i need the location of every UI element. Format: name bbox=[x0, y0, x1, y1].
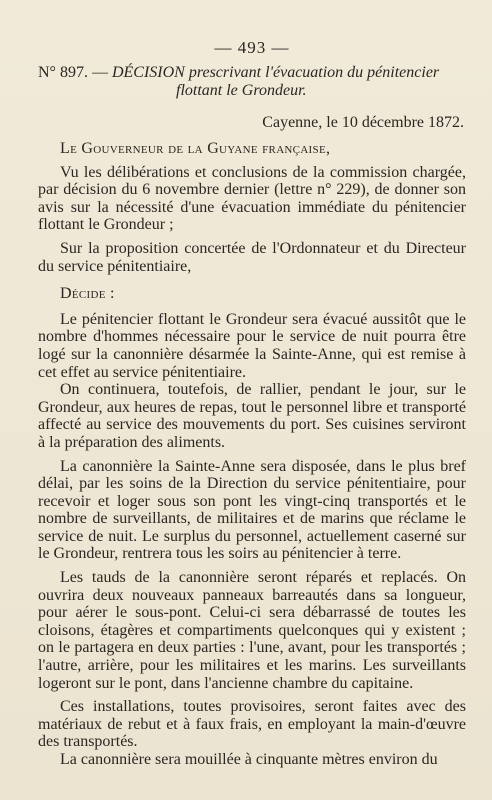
heading-title-line2: flottant le Grondeur. bbox=[176, 82, 307, 99]
paragraph-considering-2: Sur la proposition concertée de l'Ordonnateur et du Directeur du service pénitentiaire, bbox=[38, 239, 466, 275]
paragraph-article-2: On continuera, toutefois, de rallier, pendant le jour, sur le Grondeur, aux heures de repas, tout le personnel libre et transporté affecté au service des mouvements du port. Ses cuisines serviront à la préparation des aliments. bbox=[38, 381, 466, 451]
paragraph-article-6: La canonnière sera mouillée à cinquante mètres environ du bbox=[60, 751, 438, 768]
paragraph-article-1: Le pénitencier flottant le Grondeur sera évacué aussitôt que le nombre d'hommes nécessaire pour le service de nuit pourra être logé sur la canonnière désarmée la Sainte-Anne, qui est remise à cet effet au service pénitentiaire. bbox=[38, 310, 466, 381]
decide-line: Décide : bbox=[60, 285, 115, 303]
dateline: Cayenne, le 10 décembre 1872. bbox=[262, 114, 464, 131]
paragraph-article-4: Les tauds de la canonnière seront réparés et replacés. On ouvrira deux nouveaux panneaux barreautés dans sa longueur, pour aérer le sous-pont. Celui-ci sera débarrassé de toutes les cloisons, étagères et compartiments quelconques qui y existent ; on le partagera en deux parties : l'une, avant, pour les transportés ; l'autre, arrière, pour les militaires et les marins. Les surveillants logeront sur le pont, dans l'ancienne chambre du capitaine. bbox=[38, 569, 466, 692]
document-heading bbox=[38, 64, 466, 100]
paragraph-considering-1: Vu les délibérations et conclusions de la commission chargée, par décision du 6 novembre dernier (lettre n° 229), de donner son avis sur la nécessité d'une évacuation immédiate du pénitencier flottant le Grondeur ; bbox=[38, 163, 466, 234]
page-number: — 493 — bbox=[214, 38, 290, 57]
heading-title-line1: DÉCISION prescrivant l'évacuation du pénitencier bbox=[111, 64, 440, 81]
issuer-line: Le Gouverneur de la Guyane française, bbox=[60, 140, 331, 157]
paragraph-article-5: Ces installations, toutes provisoires, seront faites avec des matériaux de rebut et à faux frais, en employant la main-d'œuvre des transportés. bbox=[38, 698, 466, 751]
heading-line-1 bbox=[38, 64, 466, 82]
decision-number: N° 897. — bbox=[38, 64, 108, 81]
paragraph-article-3: La canonnière la Sainte-Anne sera disposée, dans le plus bref délai, par les soins de la Direction du service pénitentiaire, pour recevoir et loger sous son pont les vingt-cinq transportés et le nombre de surveillants, de militaires et de marins que réclame le service de nuit. Le surplus du personnel, actuellement caserné sur le Grondeur, rentrera tous les soirs au pénitencier à terre. bbox=[38, 457, 466, 563]
document-body bbox=[38, 140, 466, 769]
